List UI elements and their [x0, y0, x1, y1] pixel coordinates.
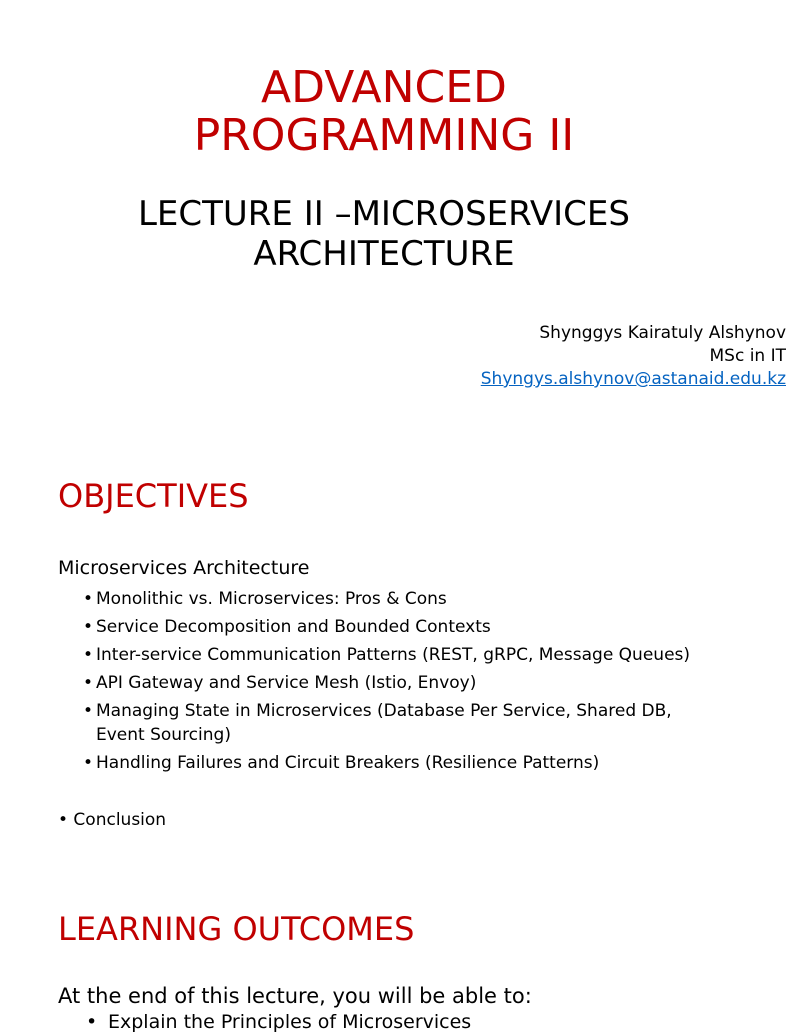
learning-outcomes-lead: At the end of this lecture, you will be able to: — [58, 984, 532, 1008]
bullet-icon: • — [83, 753, 94, 773]
list-item-text: Service Decomposition and Bounded Contexts — [96, 617, 491, 637]
author-degree: MSc in IT — [709, 346, 786, 366]
author-block — [481, 322, 786, 391]
list-item — [83, 643, 693, 667]
list-item — [83, 587, 693, 611]
objectives-lead: Microservices Architecture — [58, 557, 310, 579]
list-item-text: Handling Failures and Circuit Breakers (Resilience Patterns) — [96, 753, 600, 773]
list-item — [83, 751, 693, 775]
bullet-icon: • — [83, 617, 94, 637]
list-item — [83, 699, 693, 747]
bullet-icon: • — [83, 673, 94, 693]
list-item-text: API Gateway and Service Mesh (Istio, Envoy) — [96, 673, 477, 693]
bullet-icon: • — [83, 645, 94, 665]
bullet-icon: • — [83, 701, 94, 721]
lecture-subtitle-line-1: LECTURE II –MICROSERVICES — [137, 194, 630, 234]
course-title — [0, 64, 768, 160]
course-title-line-2: PROGRAMMING II — [193, 110, 575, 161]
list-item — [86, 1010, 471, 1034]
list-item-text: Inter-service Communication Patterns (REST, gRPC, Message Queues) — [96, 645, 691, 665]
course-title-line-1: ADVANCED — [261, 62, 507, 113]
author-name: Shynggys Kairatuly Alshynov — [539, 323, 786, 343]
learning-outcomes-list — [86, 1010, 471, 1034]
author-email-link[interactable]: Shyngys.alshynov@astanaid.edu.kz — [480, 369, 786, 389]
bullet-icon: • — [86, 1011, 98, 1033]
lecture-subtitle-line-2: ARCHITECTURE — [253, 234, 515, 274]
objectives-heading: OBJECTIVES — [58, 477, 249, 515]
lecture-subtitle — [0, 194, 768, 274]
list-item-text: Managing State in Microservices (Database Per Service, Shared DB, Event Sourcing) — [96, 701, 672, 745]
list-item-text: Explain the Principles of Microservices — [108, 1011, 472, 1033]
conclusion-item: • Conclusion — [58, 810, 167, 830]
learning-outcomes-heading: LEARNING OUTCOMES — [58, 910, 415, 948]
list-item-text: Monolithic vs. Microservices: Pros & Cons — [96, 589, 447, 609]
list-item — [83, 615, 693, 639]
bullet-icon: • — [83, 589, 94, 609]
objectives-list — [83, 587, 693, 779]
list-item — [83, 671, 693, 695]
